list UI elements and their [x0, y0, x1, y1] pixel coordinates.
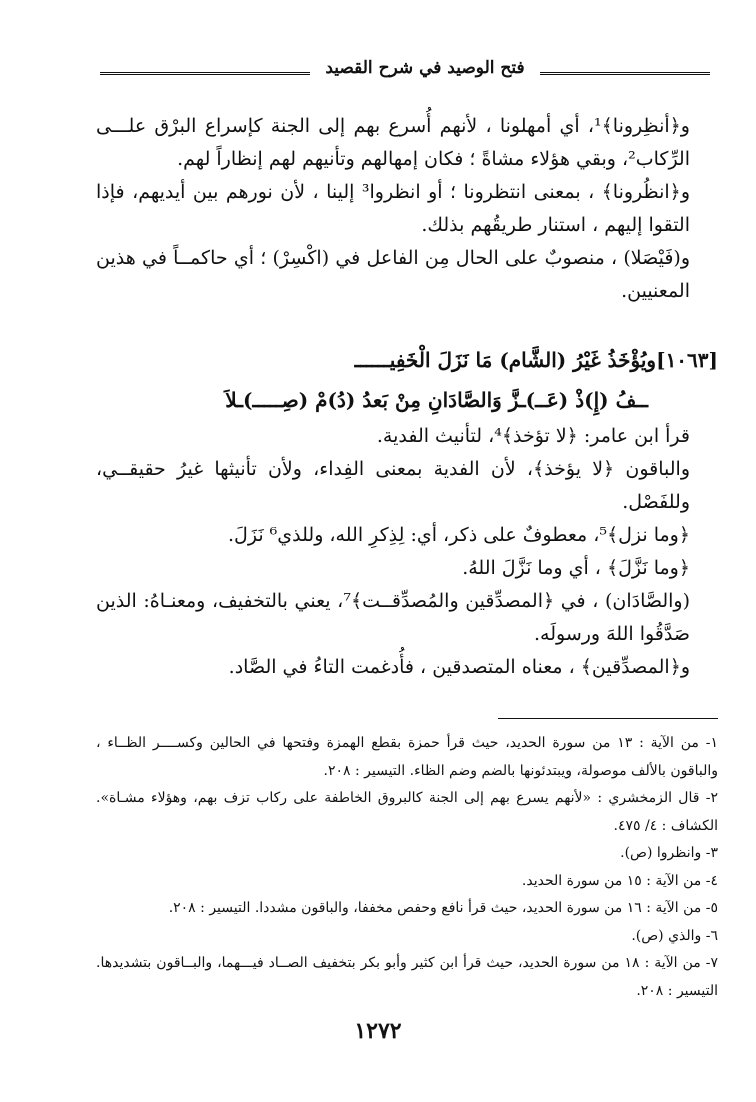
footnote-3: ٣- وانظروا (ص).: [620, 845, 718, 861]
paragraph-ibn-amir: قرأ ابن عامر: ﴿لا تؤخذ﴾⁴، لتأنيث الفدية.: [376, 425, 690, 447]
paragraph-baqun: والباقون ﴿لا يؤخذ﴾، لأن الفدية بمعنى الفِداء، ولأن تأنيثها غيرُ حقيقــي، وللفَصْل.: [96, 458, 690, 513]
spacer: [96, 308, 718, 340]
paragraph-musaddiqin: و﴿المصدِّقين﴾ ، معناه المتصدقين ، فأُدغمت التاءُ في الصَّاد.: [228, 656, 690, 678]
footnote-6: ٦- والذي (ص).: [631, 927, 718, 944]
footnote-7: ٧- من الآية : ١٨ من سورة الحديد، حيث قرأ ابن كثير وأبو بكر بتخفيف الصــاد فيـــهما، والبــاقون بتشديدها. التيسير : ٢٠٨.: [96, 955, 718, 999]
paragraph-unzhuruna: و﴿انظُرونا﴾ ، بمعنى انتظرونا ؛ أو انظروا³ إلينا ، لأن نورهم بين أيديهم، فإذا التقوا إليهم ، استنار طريقُهم بذلك.: [96, 181, 690, 236]
paragraph-wa-ma-nazzala: ﴿وما نَزَّلَ﴾ ، أي وما نَزَّلَ اللهُ.: [462, 557, 690, 579]
paragraph-sadan: (والصَّادَان) ، في ﴿المصدِّقين والمُصدِّقــت﴾⁷، يعني بالتخفيف، ومعنـاهُ: الذين صَدَّقُوا اللهَ ورسولَه.: [96, 590, 690, 645]
verse-line-1: [١٠٦٣]ويُؤْخَذُ غَيْرُ (الشَّام) مَا نَزَلَ الْخَفِيــــــ: [354, 348, 718, 372]
footnote-5: ٥- من الآية : ١٦ من سورة الحديد، حيث قرأ نافع وحفص مخففا، والباقون مشددا. التيسير : ٢٠٨.: [168, 900, 718, 916]
main-text: [96, 110, 718, 684]
footnote-divider: [498, 718, 718, 719]
footnote-1: ١- من الآية : ١٣ من سورة الحديد، حيث قرأ حمزة بقطع الهمزة وفتحها في الحالين وكســــر الظــاء ، والباقون بالألف موصولة، ويبتدئونها بالضم وضم الظاء. التيسير : ٢٠٨.: [96, 735, 718, 779]
page-number: ١٢٧٢: [354, 1018, 402, 1044]
header-rule-right: [540, 72, 710, 75]
footnote-2: ٢- قال الزمخشري : «لأنهم يسرع بهم إلى الجنة كالبروق الخاطفة على ركاب تزف بهم، وهؤلاء مشـاة». الكشاف : ٤/ ٤٧٥.: [96, 790, 718, 834]
paragraph-wa-ma-nazala: ﴿وما نزل﴾⁵، معطوفٌ على ذكر، أي: لِذِكرِ الله، وللذي⁶ نَزَلَ.: [228, 524, 690, 546]
footnote-4: ٤- من الآية : ١٥ من سورة الحديد.: [521, 872, 718, 889]
running-header: [100, 58, 710, 84]
header-rule-left: [100, 72, 310, 75]
verse-line-2: ــفُ (إِ)ذْ (عَــ)ـزَّ وَالصَّادَانِ مِنْ بَعدُ (دُ)مْ (صِـــــ)ـلاَ: [225, 388, 648, 412]
header-title: فتح الوصيد في شرح القصيد: [325, 58, 525, 78]
footnotes: [96, 730, 718, 1005]
paragraph-anzhiruna: و﴿أنظِرونا﴾¹، أي أمهلونا ، لأنهم أُسرع بهم إلى الجنة كإسراع البرْق علـــى الرِّكاب²، وبقي هؤلاء مشاةً ؛ فكان إمهالهم وتأنيهم لهم إنظاراً لهم.: [96, 115, 690, 170]
paragraph-faysala: و(فَيْصَلا) ، منصوبٌ على الحال مِن الفاعل في (اكْسِرْ) ؛ أي حاكمــاً في هذين المعنيين.: [96, 247, 690, 302]
